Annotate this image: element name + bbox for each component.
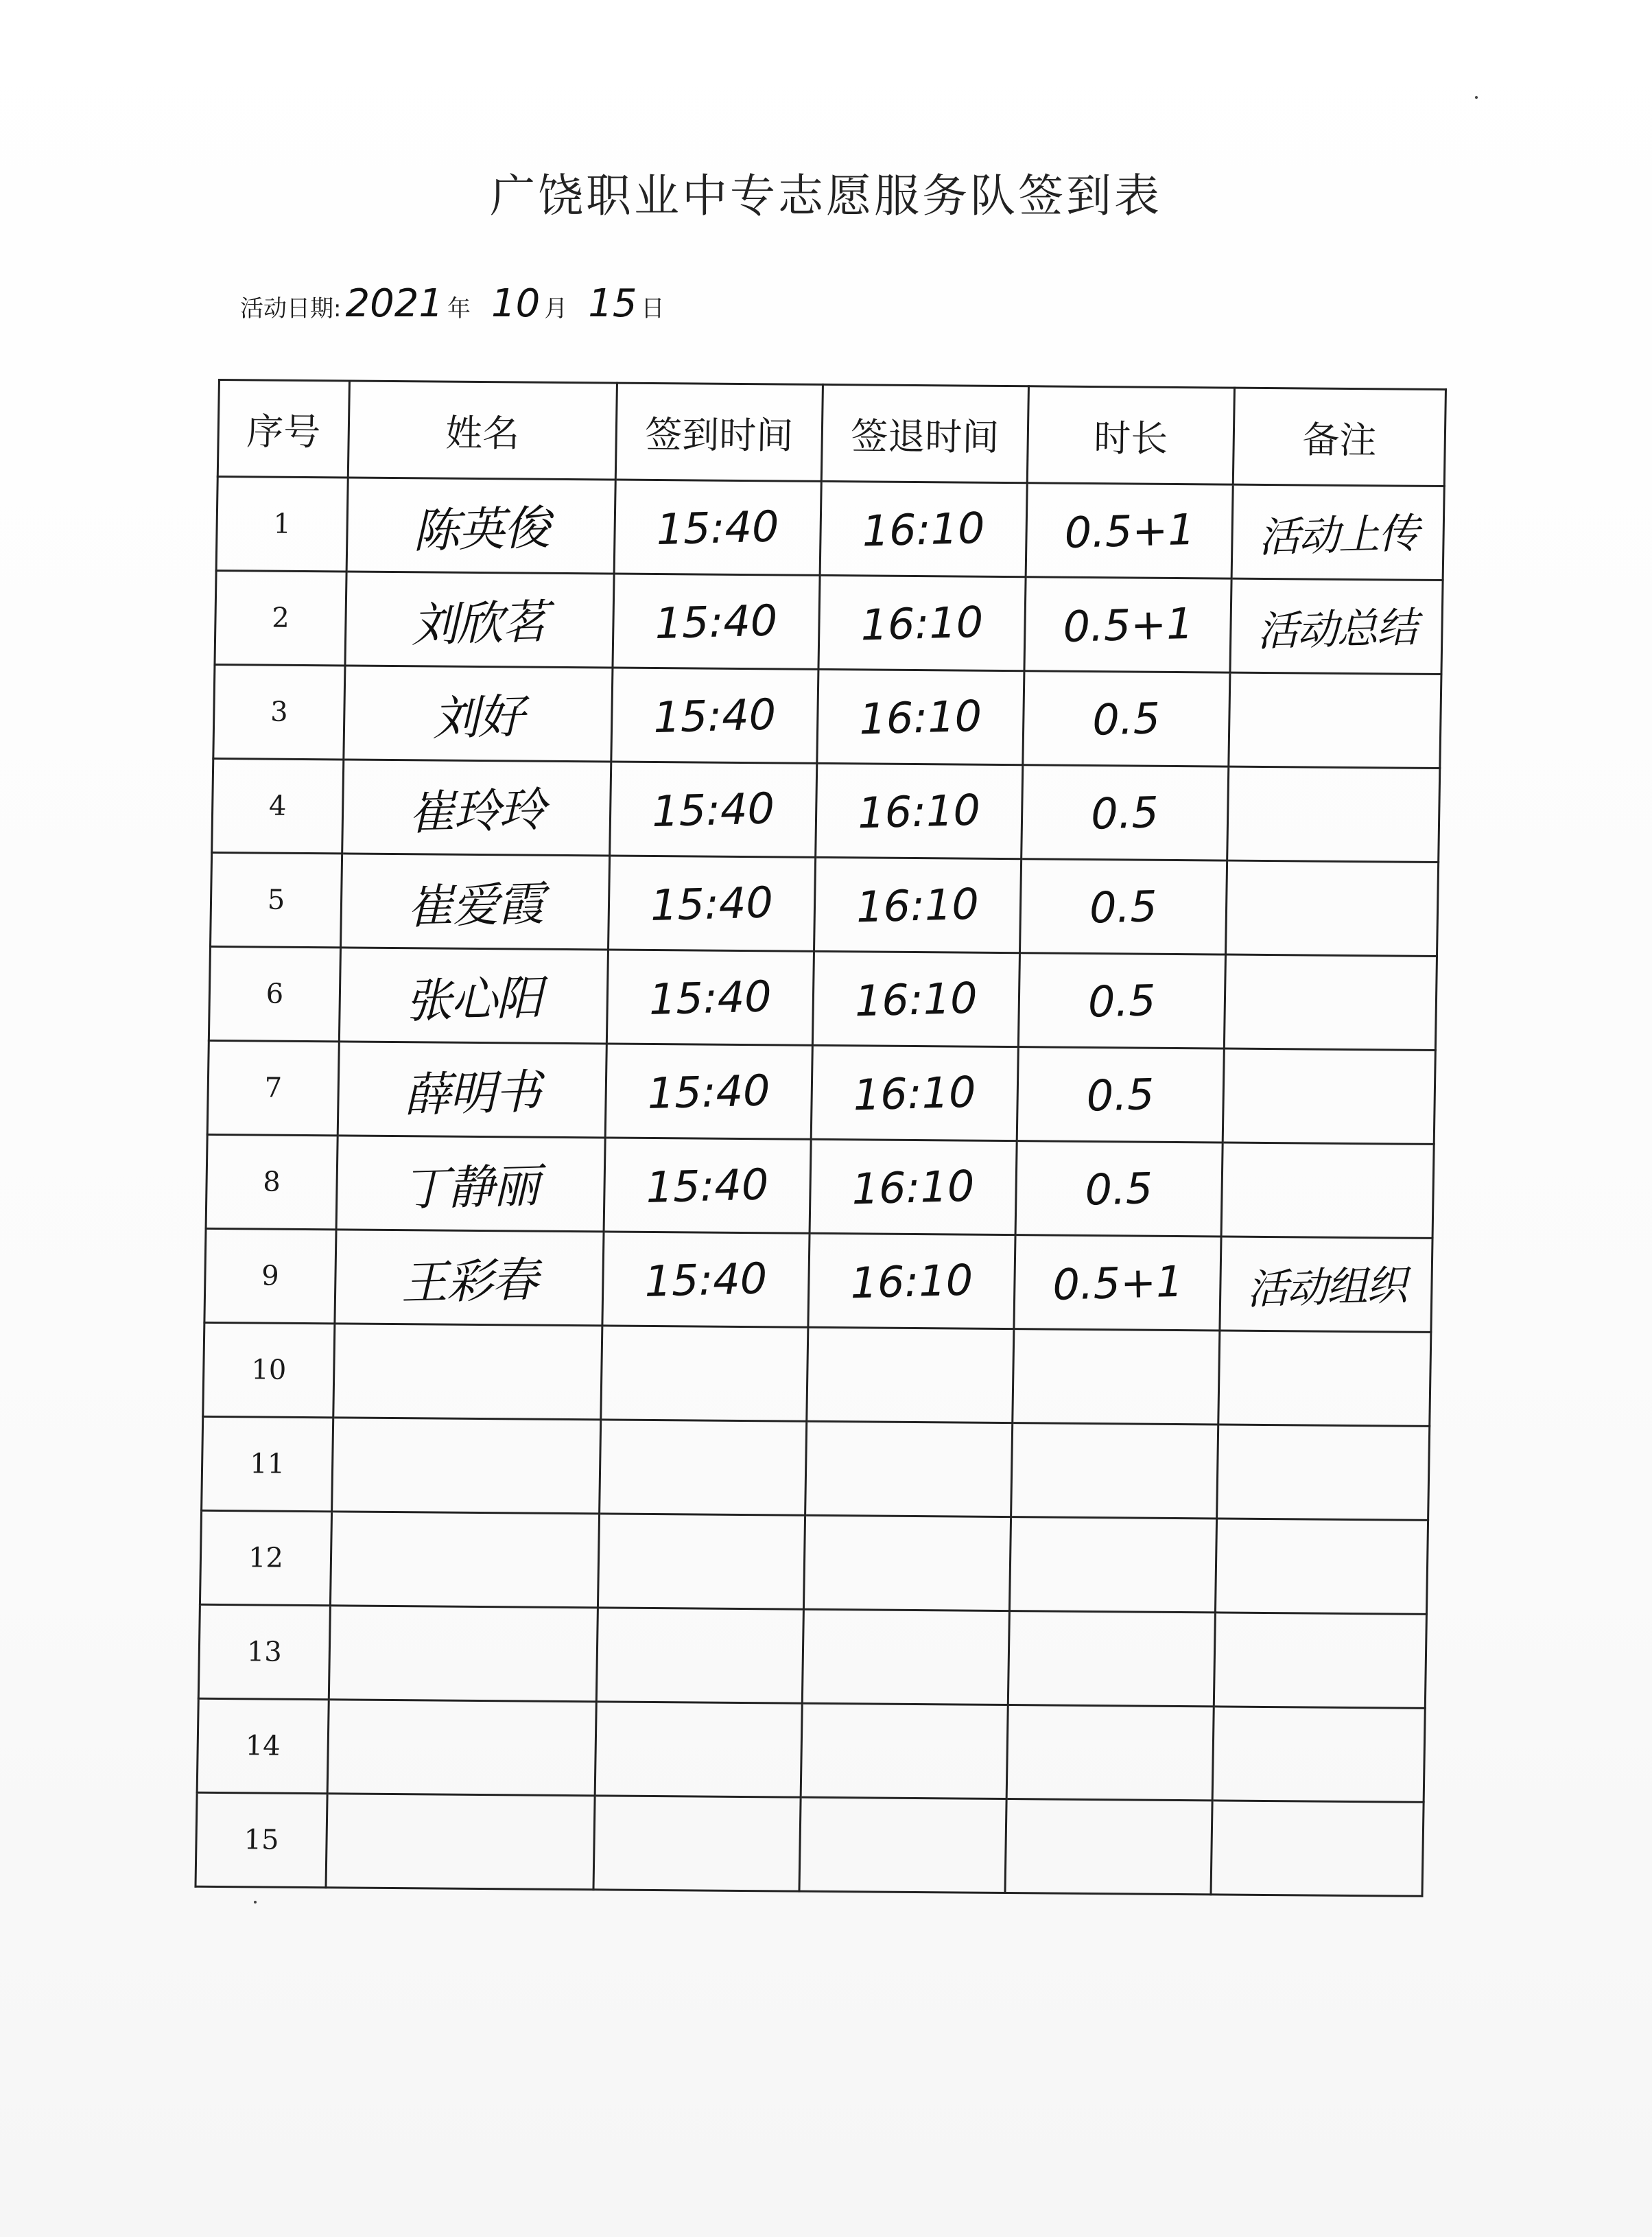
signin-time: 15:40 [651, 782, 775, 836]
duration-cell [1013, 1329, 1220, 1425]
signout-time-cell [817, 669, 1024, 764]
duration-cell [1009, 1517, 1216, 1613]
duration-cell [1026, 483, 1233, 578]
signout-time-cell [802, 1609, 1009, 1705]
signin-time: 15:40 [650, 876, 774, 930]
signin-time: 15:40 [656, 500, 780, 554]
remark-cell [1231, 484, 1444, 580]
table-row [198, 1604, 1426, 1708]
table-row [204, 1228, 1432, 1332]
duration-cell [1020, 859, 1227, 954]
duration-cell [1011, 1423, 1218, 1519]
signout-time-cell [805, 1421, 1013, 1516]
date-day: 15 [588, 281, 637, 326]
duration-cell [1005, 1799, 1212, 1895]
signout-time-cell [818, 575, 1026, 670]
header-remark: 备注 [1233, 388, 1446, 486]
header-signout-time: 签退时间 [821, 384, 1028, 482]
signin-time-cell [610, 762, 817, 857]
signout-time-cell [812, 951, 1019, 1046]
signer-name-cell [335, 1230, 604, 1326]
signer-name-cell [338, 1042, 606, 1138]
date-month-unit: 月 [544, 295, 568, 323]
row-number-cell [207, 1040, 339, 1135]
signout-time: 16:10 [862, 502, 986, 556]
pen-dot [1475, 96, 1478, 99]
signin-time-cell [604, 1138, 811, 1233]
table-row [197, 1698, 1425, 1802]
signin-time-cell [596, 1608, 803, 1703]
duration-cell [1014, 1235, 1221, 1331]
row-number-cell [209, 946, 340, 1041]
duration: 0.5 [1089, 880, 1158, 933]
remark-cell [1229, 672, 1441, 768]
duration: 0.5 [1092, 692, 1161, 745]
row-number-cell [196, 1792, 327, 1887]
duration-cell [1024, 577, 1231, 672]
signin-time-cell [593, 1796, 801, 1891]
remark-cell [1211, 1801, 1424, 1896]
signer-name-cell [326, 1794, 595, 1890]
duration: 0.5+1 [1063, 504, 1195, 558]
signer-name: 崔爱霞 [406, 876, 544, 935]
duration-cell [1017, 1047, 1224, 1143]
remark: 活动总结 [1256, 603, 1417, 656]
signin-time: 15:40 [644, 1252, 768, 1307]
row-number-cell [212, 758, 344, 853]
signer-name: 张心阳 [405, 970, 543, 1029]
table-row [212, 758, 1440, 862]
table-row [203, 1322, 1431, 1426]
signin-time-cell [606, 950, 814, 1045]
table-row [202, 1416, 1430, 1520]
duration-cell [1006, 1705, 1214, 1801]
table-row [206, 1134, 1434, 1238]
row-number-cell [206, 1134, 338, 1229]
row-number-cell [203, 1322, 335, 1417]
duration-cell [1022, 765, 1229, 860]
row-number-cell [211, 852, 342, 947]
row-number: 12 [248, 1542, 284, 1574]
signin-time-cell [602, 1232, 810, 1327]
row-number: 7 [264, 1072, 283, 1104]
date-year: 2021 [345, 281, 443, 326]
remark: 活动上传 [1258, 509, 1418, 562]
remark-cell [1230, 578, 1443, 674]
signout-time: 16:10 [854, 972, 978, 1026]
signin-time-cell [601, 1326, 808, 1421]
signin-time: 15:40 [647, 1064, 771, 1118]
table-row [196, 1792, 1424, 1896]
remark-cell [1218, 1331, 1431, 1426]
signout-time-cell [807, 1327, 1014, 1422]
table-row [213, 664, 1441, 768]
signer-name-cell [333, 1324, 602, 1420]
row-number: 5 [267, 884, 285, 916]
signer-name-cell [336, 1136, 605, 1232]
duration-cell [1023, 671, 1230, 766]
signer-name: 王彩春 [401, 1252, 538, 1311]
duration-cell [1018, 953, 1225, 1049]
signer-name-cell [330, 1512, 599, 1608]
row-number: 1 [273, 508, 292, 540]
signout-time-cell [816, 763, 1023, 858]
signout-time: 16:10 [858, 690, 982, 744]
signin-time: 15:40 [648, 970, 772, 1024]
signout-time: 16:10 [853, 1066, 977, 1120]
remark-cell [1215, 1519, 1428, 1614]
row-number: 11 [249, 1448, 285, 1480]
signout-time: 16:10 [857, 784, 981, 838]
signout-time-cell [808, 1233, 1015, 1328]
signout-time-cell [803, 1515, 1011, 1611]
signout-time-cell [799, 1797, 1006, 1893]
remark-cell [1227, 766, 1440, 862]
signer-name: 薛明书 [403, 1064, 541, 1123]
row-number-cell [215, 570, 346, 665]
table-row [216, 476, 1444, 580]
header-no: 序号 [217, 380, 349, 478]
duration: 0.5 [1085, 1162, 1154, 1215]
signin-time: 15:40 [652, 688, 777, 742]
signer-name-cell [345, 572, 614, 668]
row-number-cell [202, 1416, 333, 1511]
date-label: 活动日期: [240, 295, 342, 323]
signer-name: 刘欣茗 [411, 594, 548, 653]
remark-cell [1223, 1049, 1435, 1144]
row-number-cell [197, 1698, 329, 1793]
remark-cell [1214, 1613, 1426, 1708]
row-number: 10 [251, 1354, 287, 1386]
signer-name: 陈英俊 [412, 500, 550, 559]
date-day-unit: 日 [641, 295, 665, 323]
signer-name-cell [327, 1700, 596, 1796]
signout-time-cell [820, 481, 1027, 576]
duration: 0.5 [1090, 786, 1159, 839]
signer-name-cell [346, 478, 615, 574]
signer-name-cell [342, 760, 611, 856]
signer-name-cell [332, 1418, 601, 1514]
signin-time-cell [614, 480, 821, 575]
row-number: 15 [244, 1824, 279, 1856]
row-number-cell [200, 1510, 331, 1605]
row-number: 8 [263, 1166, 281, 1198]
signer-name-cell [341, 854, 610, 950]
table-row [215, 570, 1443, 674]
duration: 0.5+1 [1062, 598, 1194, 652]
signin-time-cell [595, 1702, 802, 1797]
signer-name: 丁静丽 [402, 1158, 539, 1217]
activity-date [240, 281, 665, 326]
table-row [209, 946, 1437, 1050]
duration: 0.5+1 [1052, 1256, 1183, 1310]
signin-time-cell [613, 574, 820, 669]
signin-time-cell [598, 1514, 805, 1609]
row-number: 2 [271, 602, 290, 634]
remark-cell [1226, 860, 1439, 956]
row-number: 6 [266, 978, 284, 1010]
signout-time-cell [810, 1139, 1017, 1234]
remark: 活动组织 [1246, 1261, 1406, 1314]
row-number: 14 [245, 1730, 281, 1762]
row-number-cell [216, 476, 348, 571]
pen-dot [254, 1901, 257, 1904]
signer-name: 崔玲玲 [408, 782, 545, 841]
signin-time-cell [611, 668, 818, 763]
signer-name-cell [339, 948, 608, 1044]
remark-cell [1217, 1425, 1430, 1520]
duration: 0.5 [1087, 974, 1157, 1027]
signer-name: 刘好 [432, 689, 524, 747]
signer-name-cell [329, 1606, 598, 1702]
form-title: 广饶职业中专志愿服务队签到表 [490, 169, 1162, 222]
duration: 0.5 [1086, 1068, 1155, 1121]
row-number-cell [213, 664, 345, 759]
remark-cell [1224, 954, 1437, 1050]
row-number: 9 [261, 1260, 280, 1292]
table-row [207, 1040, 1435, 1144]
remark-cell [1212, 1707, 1425, 1802]
signout-time-cell [811, 1045, 1018, 1140]
header-signin-time: 签到时间 [615, 383, 823, 481]
date-year-unit: 年 [447, 295, 471, 323]
signout-time: 16:10 [851, 1160, 976, 1214]
row-number: 3 [270, 696, 288, 728]
duration-cell [1008, 1611, 1215, 1707]
signin-time: 15:40 [654, 594, 779, 648]
table-body [196, 476, 1444, 1896]
header-duration: 时长 [1027, 386, 1234, 484]
row-number: 4 [268, 790, 287, 822]
signin-time-cell [609, 856, 816, 951]
signer-name-cell [344, 666, 613, 762]
signin-table [194, 379, 1447, 1897]
signin-time: 15:40 [646, 1158, 770, 1213]
duration-cell [1015, 1141, 1223, 1237]
signout-time-cell [801, 1703, 1008, 1799]
signout-time: 16:10 [856, 878, 980, 932]
date-month: 10 [491, 281, 541, 326]
table-row [200, 1510, 1428, 1614]
signin-time-cell [605, 1044, 812, 1139]
remark-cell [1221, 1143, 1434, 1238]
signout-time: 16:10 [849, 1254, 974, 1308]
remark-cell [1220, 1237, 1432, 1332]
row-number-cell [204, 1228, 336, 1323]
signout-time-cell [814, 857, 1022, 952]
table-row [211, 852, 1439, 956]
header-name: 姓名 [348, 381, 617, 480]
signin-time-cell [600, 1420, 807, 1515]
row-number-cell [198, 1604, 330, 1699]
table-header-row [217, 380, 1446, 487]
signout-time: 16:10 [860, 596, 984, 650]
row-number: 13 [246, 1636, 283, 1668]
